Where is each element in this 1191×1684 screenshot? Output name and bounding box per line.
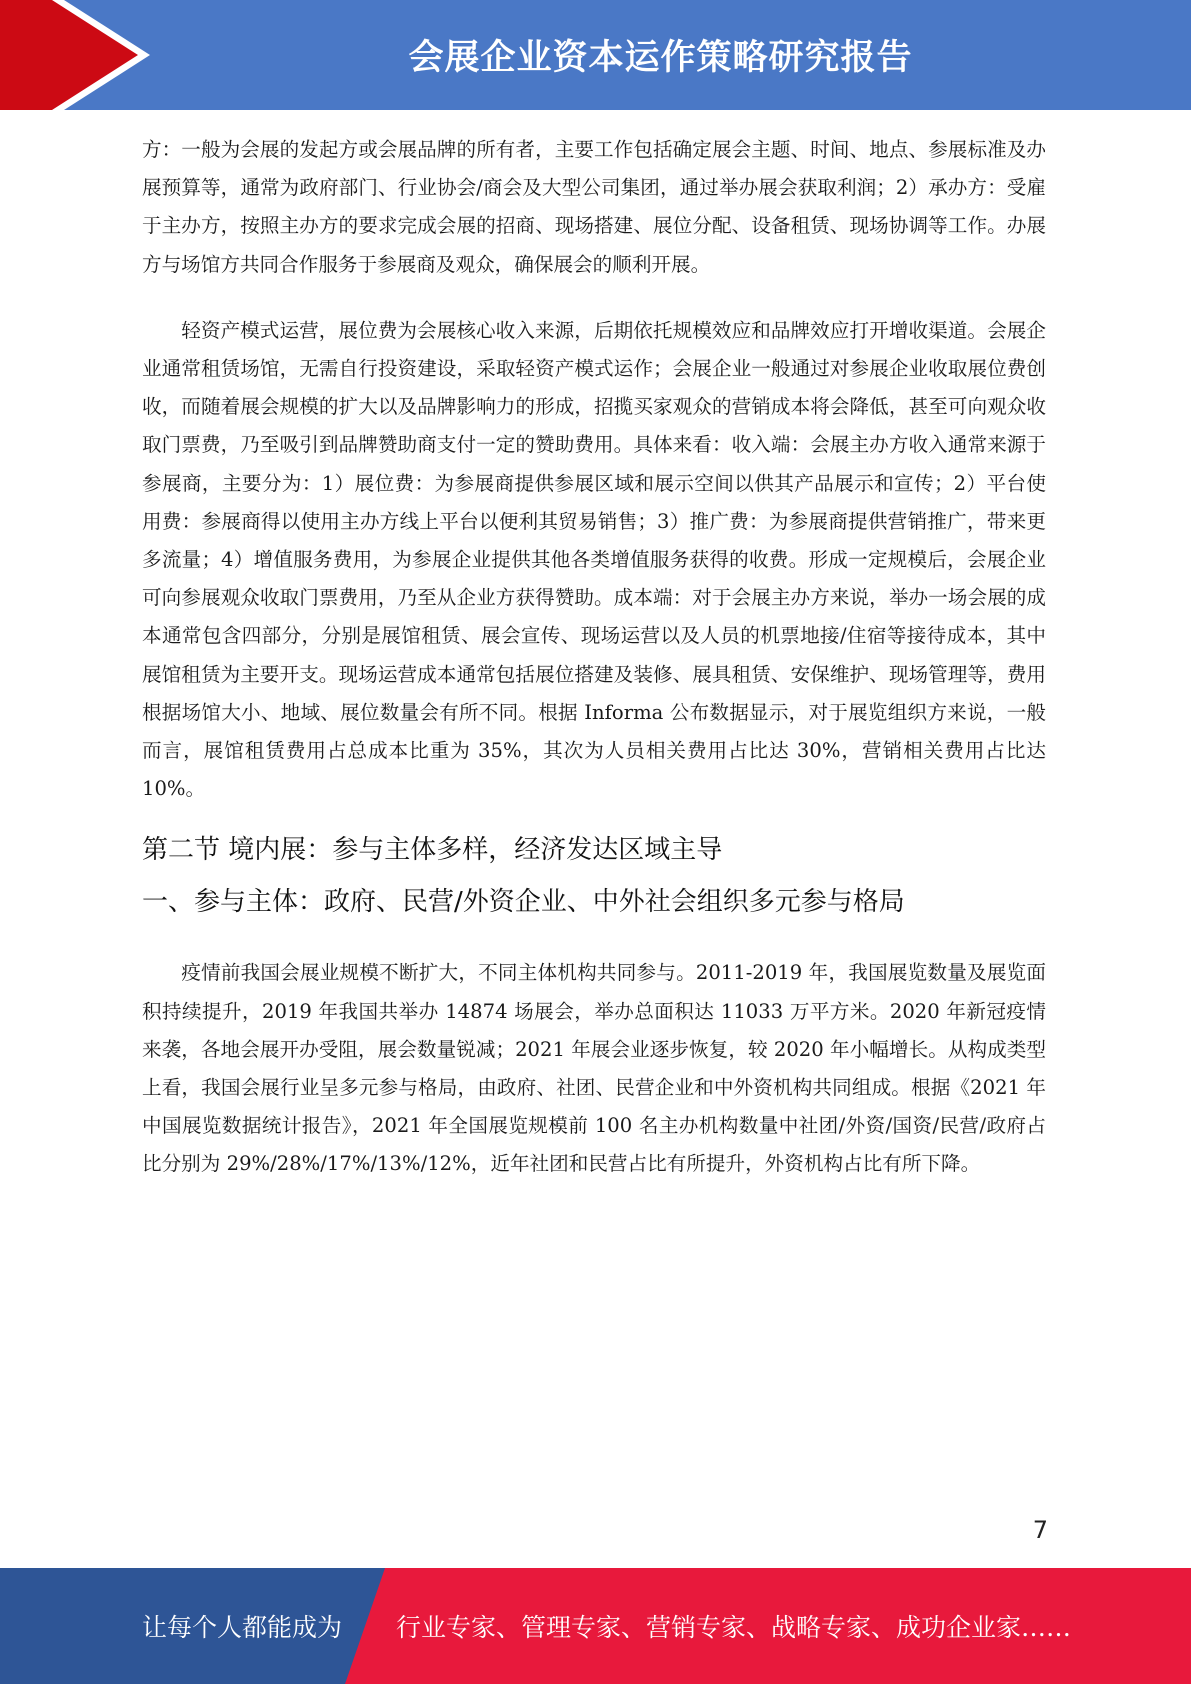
main-content (142, 131, 1046, 1184)
report-title: 会展企业资本运作策略研究报告 (408, 38, 913, 78)
body-paragraph-2: 轻资产模式运营，展位费为会展核心收入来源，后期依托规模效应和品牌效应打开增收渠道。会展企业通常租赁场馆，无需自行投资建设，采取轻资产模式运作；会展企业一般通过对参展企业收取展位费创收，而随着展会规模的扩大以及品牌影响力的形成，招揽买家观众的营销成本将会降低，甚至可向观众收取门票费，乃至吸引到品牌赞助商支付一定的赞助费用。具体来看：收入端：会展主办方收入通常来源于参展商，主要分为：1）展位费：为参展商提供参展区域和展示空间以供其产品展示和宣传；2）平台使用费：参展商得以使用主办方线上平台以便利其贸易销售；3）推广费：为参展商提供营销推广，带来更多流量；4）增值服务费用，为参展企业提供其他各类增值服务获得的收费。形成一定规模后，会展企业可向参展观众收取门票费用，乃至从企业方获得赞助。成本端：对于会展主办方来说，举办一场会展的成本通常包含四部分，分别是展馆租赁、展会宣传、现场运营以及人员的机票地接/住宿等接待成本，其中展馆租赁为主要开支。现场运营成本通常包括展位搭建及装修、展具租赁、安保维护、现场管理等，费用根据场馆大小、地域、展位数量会有所不同。根据 Informa 公布数据显示，对于展览组织方来说，一般而言，展馆租赁费用占总成本比重为 35%，其次为人员相关费用占比达 30%，营销相关费用占比达 10%。 (142, 318, 1046, 801)
footer-slogan-right: 行业专家、管理专家、营销专家、战略专家、成功企业家…… (396, 1613, 1072, 1642)
page-number: 7 (1032, 1516, 1048, 1544)
footer-slogan-left: 让每个人都能成为 (142, 1613, 343, 1642)
body-paragraph-3: 疫情前我国会展业规模不断扩大，不同主体机构共同参与。2011-2019 年，我国展览数量及展览面积持续提升，2019 年我国共举办 14874 场展会，举办总面积达 11033 万平方米。2020 年新冠疫情来袭，各地会展开办受阻，展会数量锐减；2021 年展会业逐步恢复，较 2020 年小幅增长。从构成类型上看，我国会展行业呈多元参与格局，由政府、社团、民营企业和中外资机构共同组成。根据《2021 年中国展览数据统计报告》，2021 年全国展览规模前 100 名主办机构数量中社团/外资/国资/民营/政府占比分别为 29%/28%/17%/13%/12%，近年社团和民营占比有所提升，外资机构占比有所下降。 (142, 961, 1046, 1176)
section-heading: 第二节 境内展：参与主体多样，经济发达区域主导 (142, 835, 723, 866)
page-header (0, 0, 1191, 110)
subsection-heading: 一、参与主体：政府、民营/外资企业、中外社会组织多元参与格局 (142, 887, 905, 918)
page-footer (0, 1568, 1191, 1684)
body-paragraph-1: 方：一般为会展的发起方或会展品牌的所有者，主要工作包括确定展会主题、时间、地点、参展标准及办展预算等，通常为政府部门、行业协会/商会及大型公司集团，通过举办展会获取利润；2）承办方：受雇于主办方，按照主办方的要求完成会展的招商、现场搭建、展位分配、设备租赁、现场协调等工作。办展方与场馆方共同合作服务于参展商及观众，确保展会的顺利开展。 (142, 138, 1046, 276)
